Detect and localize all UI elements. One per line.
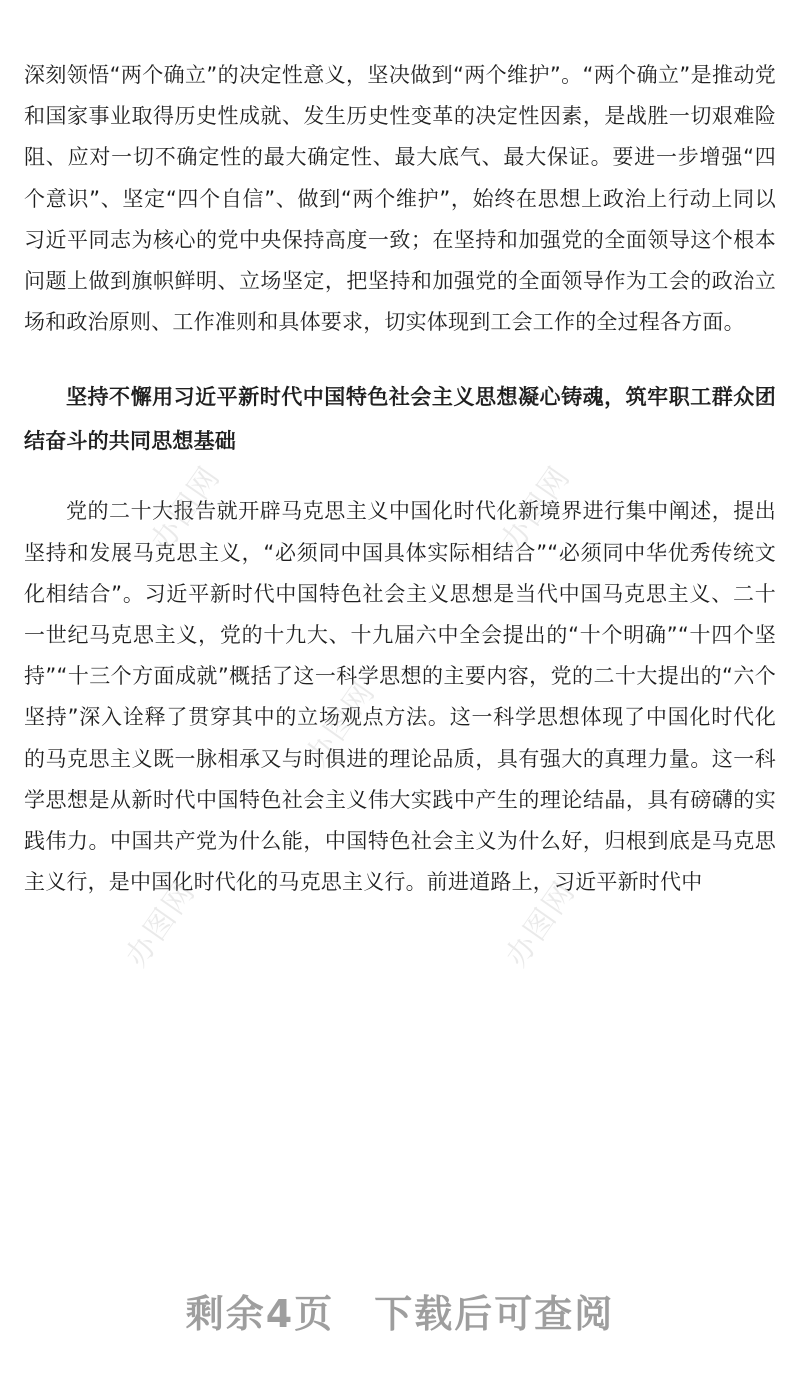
- watermark-text: 办图网: [119, 874, 203, 974]
- section-heading: 坚持不懈用习近平新时代中国特色社会主义思想凝心铸魂，筑牢职工群众团结奋斗的共同思想基础: [24, 385, 776, 454]
- remaining-pages-label: 剩余4页: [185, 1292, 335, 1336]
- watermark-text: 办图网: [144, 459, 228, 559]
- watermark-text: 办图网: [494, 459, 578, 559]
- watermark-text: 办图网: [299, 674, 383, 774]
- paragraph-marxism-sinicization: 党的二十大报告就开辟马克思主义中国化时代化新境界进行集中阐述，提出坚持和发展马克思主义，“必须同中国具体实际相结合”“必须同中华优秀传统文化相结合”。习近平新时代中国特色社会主义思想是当代中国马克思主义、二十一世纪马克思主义，党的十九大、十九届六中全会提出的“十个明确”“十四个坚持”“十三个方面成就”概括了这一科学思想的主要内容，党的二十大提出的“六个坚持”深入诠释了贯穿其中的立场观点方法。这一科学思想体现了中国化时代化的马克思主义既一脉相承又与时俱进的理论品质，具有强大的真理力量。这一科学思想是从新时代中国特色社会主义伟大实践中产生的理论结晶，具有磅礴的实践伟力。中国共产党为什么能，中国特色社会主义为什么好，归根到底是马克思主义行，是中国化时代化的马克思主义行。前进道路上，习近平新时代中: [24, 499, 776, 895]
- download-notice[interactable]: [0, 1283, 800, 1338]
- download-hint-label: 下载后可查阅: [374, 1292, 615, 1336]
- document-body: [24, 55, 776, 903]
- paragraph-two-establishments: 深刻领悟“两个确立”的决定性意义，坚决做到“两个维护”。“两个确立”是推动党和国家事业取得历史性成就、发生历史性变革的决定性因素，是战胜一切艰难险阻、应对一切不确定性的最大确定性、最大底气、最大保证。要进一步增强“四个意识”、坚定“四个自信”、做到“两个维护”，始终在思想上政治上行动上同以习近平同志为核心的党中央保持高度一致；在坚持和加强党的全面领导这个根本问题上做到旗帜鲜明、立场坚定，把坚持和加强党的全面领导作为工会的政治立场和政治原则、工作准则和具体要求，切实体现到工会工作的全过程各方面。: [24, 63, 776, 335]
- watermark-text: 办图网: [499, 874, 583, 974]
